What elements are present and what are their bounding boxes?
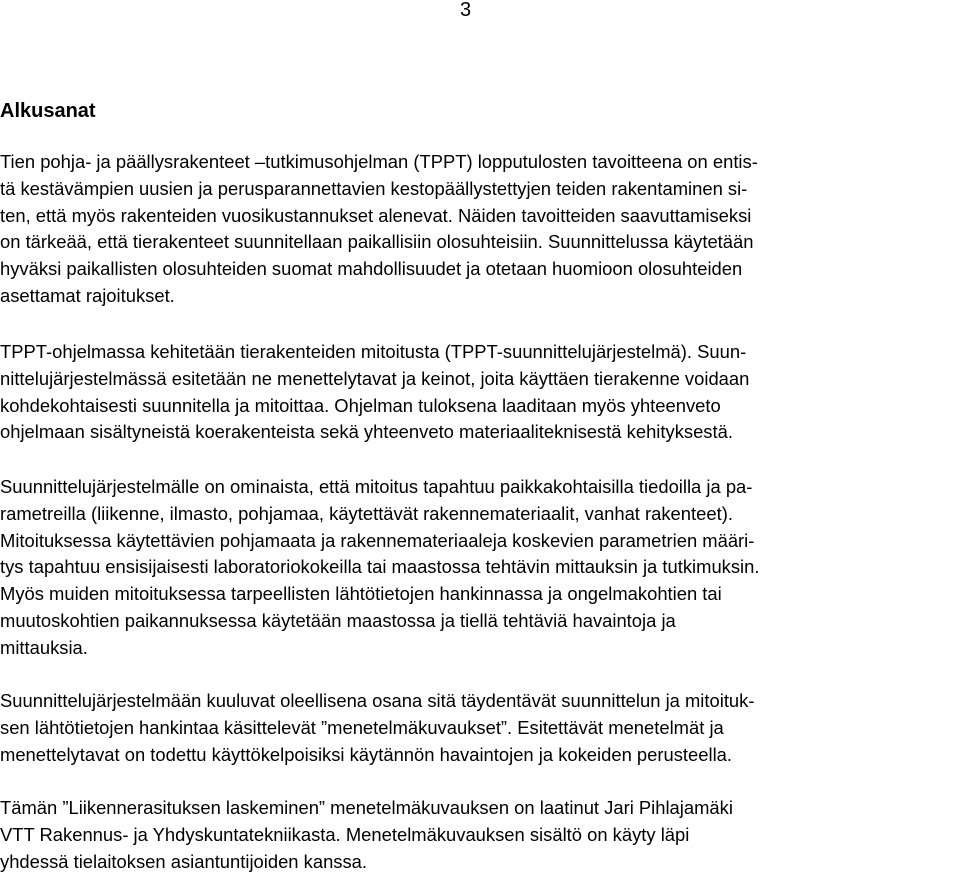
paragraph-5 [0, 795, 960, 875]
paragraph-line: muutoskohtien paikannuksessa käytetään maastossa ja tiellä tehtäviä havaintoja ja [0, 609, 676, 631]
paragraph-line: VTT Rakennus- ja Yhdyskuntatekniikasta. Menetelmäkuvauksen sisältö on käyty läpi [0, 823, 690, 845]
paragraph-line: menettelytavat on todettu käyttökelpoisiksi käytännön havaintojen ja kokeiden perusteella. [0, 743, 732, 765]
paragraph-line: Suunnittelujärjestelmään kuuluvat oleellisena osana sitä täydentävät suunnittelun ja mitoituk- [0, 690, 755, 711]
paragraph-3 [0, 474, 960, 662]
paragraph-1 [0, 149, 960, 310]
paragraph-line: Tämän ”Liikennerasituksen laskeminen” menetelmäkuvauksen on laatinut Jari Pihlajamäki [0, 797, 733, 818]
paragraph-line: ohjelmaan sisältyneistä koerakenteista sekä yhteenveto materiaaliteknisestä kehityksestä. [0, 421, 733, 443]
paragraph-line: ten, että myös rakenteiden vuosikustannukset alenevat. Näiden tavoitteiden saavuttamiseksi [0, 204, 752, 226]
paragraph-line: nittelujärjestelmässä esitetään ne menettelytavat ja keinot, joita käyttäen tierakenne voidaan [0, 367, 750, 389]
page-number: 3 [460, 0, 472, 21]
paragraph-4 [0, 688, 960, 768]
paragraph-line: TPPT-ohjelmassa kehitetään tierakenteiden mitoitusta (TPPT-suunnittelujärjestelmä). Suun- [0, 341, 747, 362]
paragraph-line: rametreilla (liikenne, ilmasto, pohjamaa, käytettävät rakennemateriaalit, vanhat rakenteet). [0, 502, 733, 524]
paragraph-line: yhdessä tielaitoksen asiantuntijoiden kanssa. [0, 850, 368, 872]
paragraph-line: Tien pohja- ja päällysrakenteet –tutkimusohjelman (TPPT) lopputulosten tavoitteena on entis- [0, 151, 758, 172]
paragraph-line: hyväksi paikallisten olosuhteiden suomat mahdollisuudet ja otetaan huomioon olosuhteiden [0, 258, 743, 280]
paragraph-line: Myös muiden mitoituksessa tarpeellisten lähtötietojen hankinnassa ja ongelmakohtien tai [0, 583, 722, 605]
paragraph-line: on tärkeää, että tierakenteet suunnitellaan paikallisiin olosuhteisiin. Suunnittelussa käytetään [0, 231, 754, 253]
paragraph-line: sen lähtötietojen hankintaa käsittelevät ”menetelmäkuvaukset”. Esitettävät menetelmät ja [0, 716, 724, 738]
paragraph-line: tys tapahtuu ensisijaisesti laboratoriokokeilla tai maastossa tehtävin mittauksin ja tutkimuksin. [0, 556, 760, 578]
paragraph-line: Suunnittelujärjestelmälle on ominaista, että mitoitus tapahtuu paikkakohtaisilla tiedoilla ja pa- [0, 476, 753, 497]
paragraph-line: kohdekohtaisesti suunnitella ja mitoittaa. Ohjelman tuloksena laaditaan myös yhteenveto [0, 394, 721, 416]
paragraph-line: asettamat rajoitukset. [0, 284, 175, 306]
page-heading: Alkusanat [0, 100, 96, 122]
paragraph-line: Mitoituksessa käytettävien pohjamaata ja rakennemateriaaleja koskevien parametrien määri- [0, 529, 755, 551]
paragraph-line: mittauksia. [0, 636, 88, 658]
paragraph-line: tä kestävämpien uusien ja perusparannettavien kestopäällystettyjen teiden rakentaminen si- [0, 177, 748, 199]
paragraph-2 [0, 339, 960, 446]
